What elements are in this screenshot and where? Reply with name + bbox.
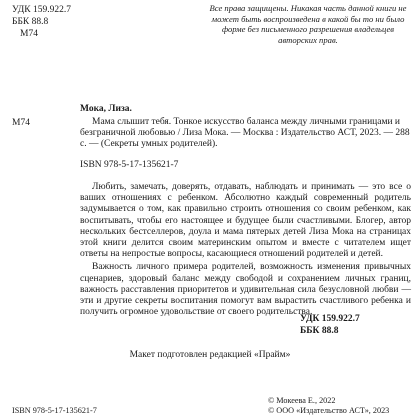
rights-notice: Все права защищены. Никакая часть данной книги не может быть воспроизведена в какой бы то ни было форме без письменного разрешения владельцев авторских прав.: [209, 3, 407, 45]
author-mark: М74: [20, 29, 38, 39]
isbn-footer: ISBN 978-5-17-135621-7: [12, 406, 97, 415]
classification-block: [12, 4, 71, 40]
bibliography-code: М74: [12, 118, 30, 128]
udk-code-bottom: УДК 159.922.7: [300, 314, 360, 324]
prepared-by-note: Макет подготовлен редакцией «Прайм»: [129, 350, 291, 360]
bibliographic-description: Мама слышит тебя. Тонкое искусство баланса между личными границами и безграничной любовью / Лиза Мока. — Москва : Издательство АСТ, 2023. — 288 с. — (Секреты умных родителей).: [80, 117, 410, 150]
annotation-paragraph: Важность личного примера родителей, возможность изменения привычных сценариев, здоровый баланс между свободой и сохранением личных границ, важность расставления приоритетов и удивительная сила безусловной любви — эти и другие секреты воспитания помогут вам вырастить счастливого ребенка и получить огромное удовольствие от своего родительства.: [80, 262, 411, 318]
isbn: ISBN 978-5-17-135621-7: [80, 160, 179, 170]
bbk-code-bottom: ББК 88.8: [300, 325, 339, 336]
bbk-code: ББК 88.8: [12, 17, 49, 27]
book-author: Мока, Лиза.: [80, 104, 132, 114]
classification-block-bottom: [300, 314, 360, 337]
udk-code: УДК 159.922.7: [12, 5, 71, 15]
copyright-publisher: © ООО «Издательство АСТ», 2023: [268, 406, 390, 415]
copyright-block: [268, 396, 389, 416]
copyright-author: © Мокеева Е., 2022: [268, 396, 336, 405]
bibliographic-entry: [80, 117, 410, 151]
annotation-paragraph: Любить, замечать, доверять, отдавать, наблюдать и принимать — это все о ваших отношениях с ребенком. Абсолютно каждый современный родитель задумывается о том, как правильно строить отношения со своим ребенком, как воспитывать, чтобы его настоящее и будущее были счастливыми. Блогер, автор нескольких бестселлеров, доула и мама пятерых детей Лиза Мока на страницах этой книги делится своим материнским опытом и вместе с читателем ищет ответы на непростые вопросы, касающиеся отношений родителей и детей.: [80, 182, 411, 260]
annotation: [80, 182, 411, 318]
